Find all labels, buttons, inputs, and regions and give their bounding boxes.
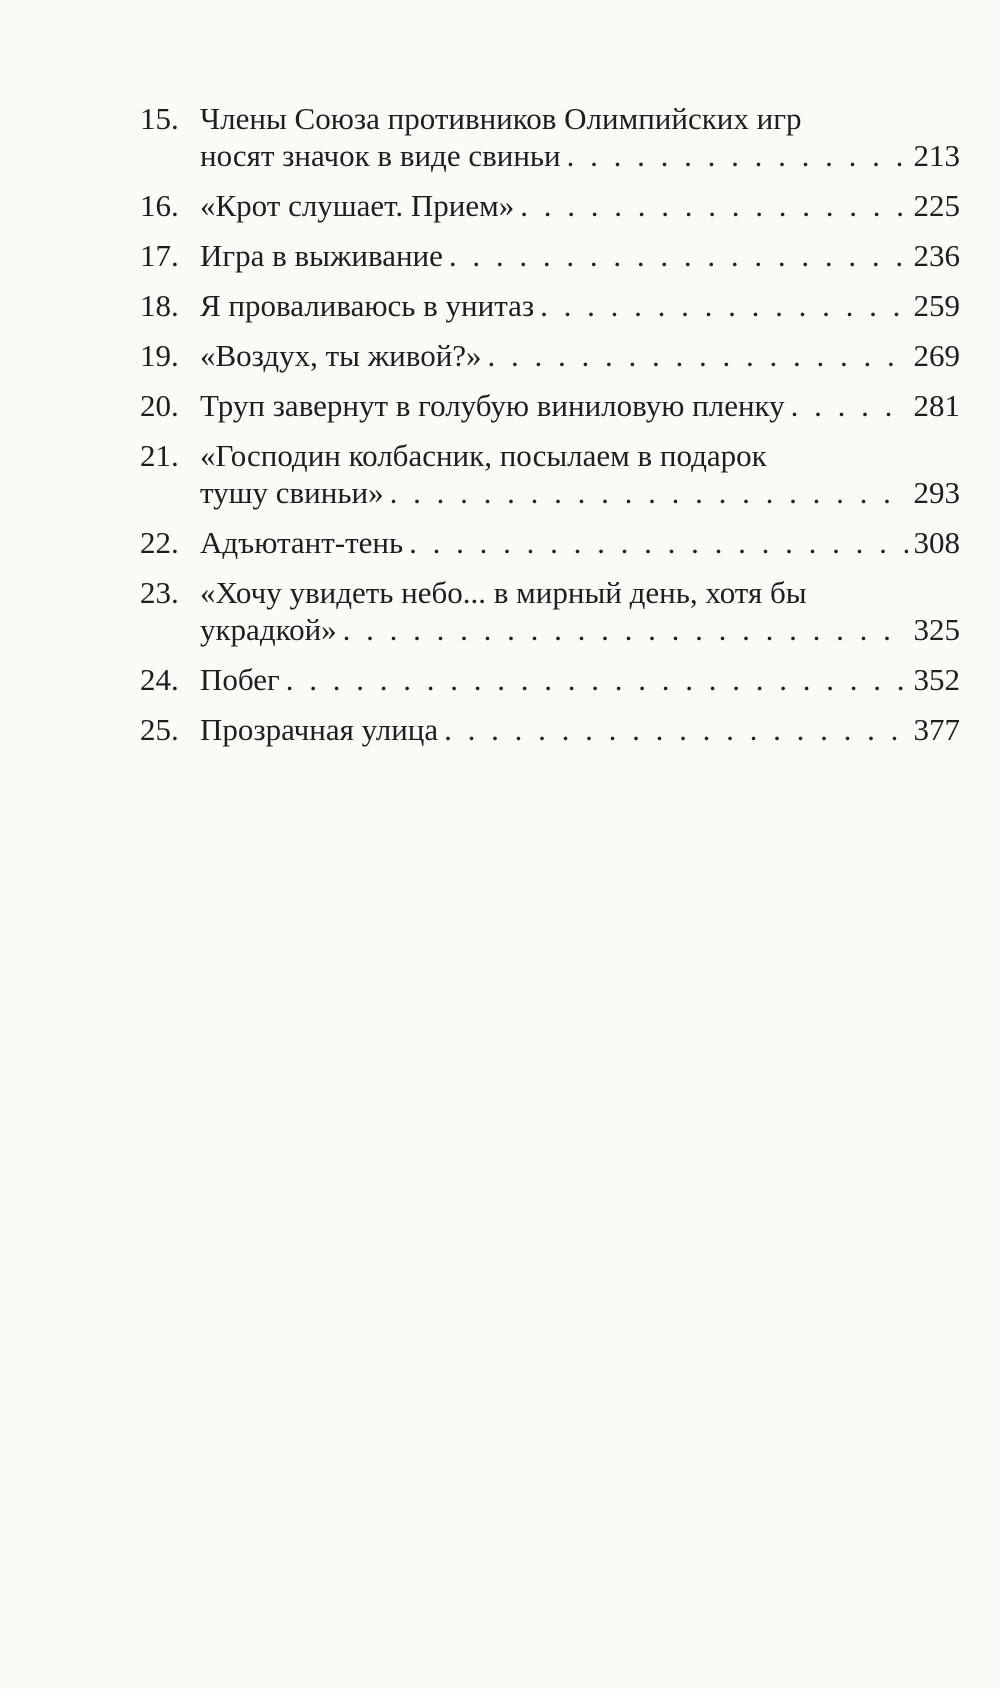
chapter-title-line: Я проваливаюсь в унитаз xyxy=(200,288,535,323)
chapter-title-last-line xyxy=(200,387,960,424)
chapter-title-line: носят значок в виде свиньи xyxy=(200,138,561,173)
dot-leader xyxy=(488,337,908,374)
page-number: 293 xyxy=(913,475,960,510)
dot-leader xyxy=(520,187,907,224)
chapter-title-line: Члены Союза противников Олимпийских игр xyxy=(200,101,802,136)
chapter-title-last-line xyxy=(200,187,960,224)
dot-leader xyxy=(409,524,907,561)
chapter-title-block xyxy=(200,187,960,224)
toc-entry xyxy=(140,437,960,511)
chapter-title-line: Побег xyxy=(200,662,280,697)
chapter-number: 19. xyxy=(140,338,179,373)
page-number: 352 xyxy=(913,662,960,697)
page-number: 269 xyxy=(913,338,960,373)
toc-entry xyxy=(140,237,960,274)
chapter-title-block xyxy=(200,287,960,324)
chapter-title-block xyxy=(200,437,960,511)
page-number: 377 xyxy=(913,712,960,747)
chapter-title-block xyxy=(200,337,960,374)
dot-leader xyxy=(540,287,907,324)
chapter-number: 23. xyxy=(140,575,179,610)
toc-entry xyxy=(140,387,960,424)
chapter-title-last-line xyxy=(200,237,960,274)
chapter-title-last-line xyxy=(200,137,960,174)
toc-entry xyxy=(140,524,960,561)
chapter-title-last-line xyxy=(200,287,960,324)
toc-entry xyxy=(140,287,960,324)
dot-leader xyxy=(390,474,908,511)
chapter-title-line: украдкой» xyxy=(200,612,337,647)
chapter-title-last-line xyxy=(200,524,960,561)
chapter-number: 18. xyxy=(140,288,179,323)
dot-leader xyxy=(444,711,907,748)
chapter-title-last-line xyxy=(200,337,960,374)
dot-leader xyxy=(567,137,908,174)
chapter-title-line: «Хочу увидеть небо... в мирный день, хотя бы xyxy=(200,575,807,610)
chapter-title-block xyxy=(200,661,960,698)
page-number: 325 xyxy=(913,612,960,647)
chapter-title-line: «Господин колбасник, посылаем в подарок xyxy=(200,438,767,473)
chapter-title-block xyxy=(200,387,960,424)
chapter-title-block xyxy=(200,711,960,748)
page-number: 281 xyxy=(913,388,960,423)
chapter-title-last-line xyxy=(200,611,960,648)
chapter-number: 21. xyxy=(140,438,179,473)
chapter-number: 20. xyxy=(140,388,179,423)
dot-leader xyxy=(449,237,908,274)
chapter-title-line: Адъютант-тень xyxy=(200,525,404,560)
chapter-title-line: «Крот слушает. Прием» xyxy=(200,188,515,223)
toc-entry xyxy=(140,711,960,748)
chapter-number: 15. xyxy=(140,101,179,136)
dot-leader xyxy=(791,387,908,424)
chapter-number: 24. xyxy=(140,662,179,697)
chapter-title-line: Труп завернут в голубую виниловую пленку xyxy=(200,388,785,423)
toc-entry xyxy=(140,187,960,224)
chapter-number: 16. xyxy=(140,188,179,223)
chapter-title-line: тушу свиньи» xyxy=(200,475,384,510)
chapter-number: 17. xyxy=(140,238,179,273)
chapter-title-block xyxy=(200,574,960,648)
chapter-title-last-line xyxy=(200,711,960,748)
dot-leader xyxy=(286,661,908,698)
chapter-title-line: «Воздух, ты живой?» xyxy=(200,338,482,373)
page-number: 225 xyxy=(913,188,960,223)
dot-leader xyxy=(343,611,908,648)
page-number: 308 xyxy=(913,525,960,560)
chapter-title-block xyxy=(200,237,960,274)
chapter-title-last-line xyxy=(200,661,960,698)
toc-entry xyxy=(140,661,960,698)
chapter-title-line: Прозрачная улица xyxy=(200,712,439,747)
toc-entry xyxy=(140,574,960,648)
chapter-number: 22. xyxy=(140,525,179,560)
chapter-number: 25. xyxy=(140,712,179,747)
page-number: 213 xyxy=(913,138,960,173)
toc-entry xyxy=(140,100,960,174)
page-number: 259 xyxy=(913,288,960,323)
page-number: 236 xyxy=(913,238,960,273)
table-of-contents xyxy=(140,100,960,761)
chapter-title-last-line xyxy=(200,474,960,511)
chapter-title-block xyxy=(200,524,960,561)
chapter-title-line: Игра в выживание xyxy=(200,238,443,273)
chapter-title-block xyxy=(200,100,960,174)
toc-entry xyxy=(140,337,960,374)
